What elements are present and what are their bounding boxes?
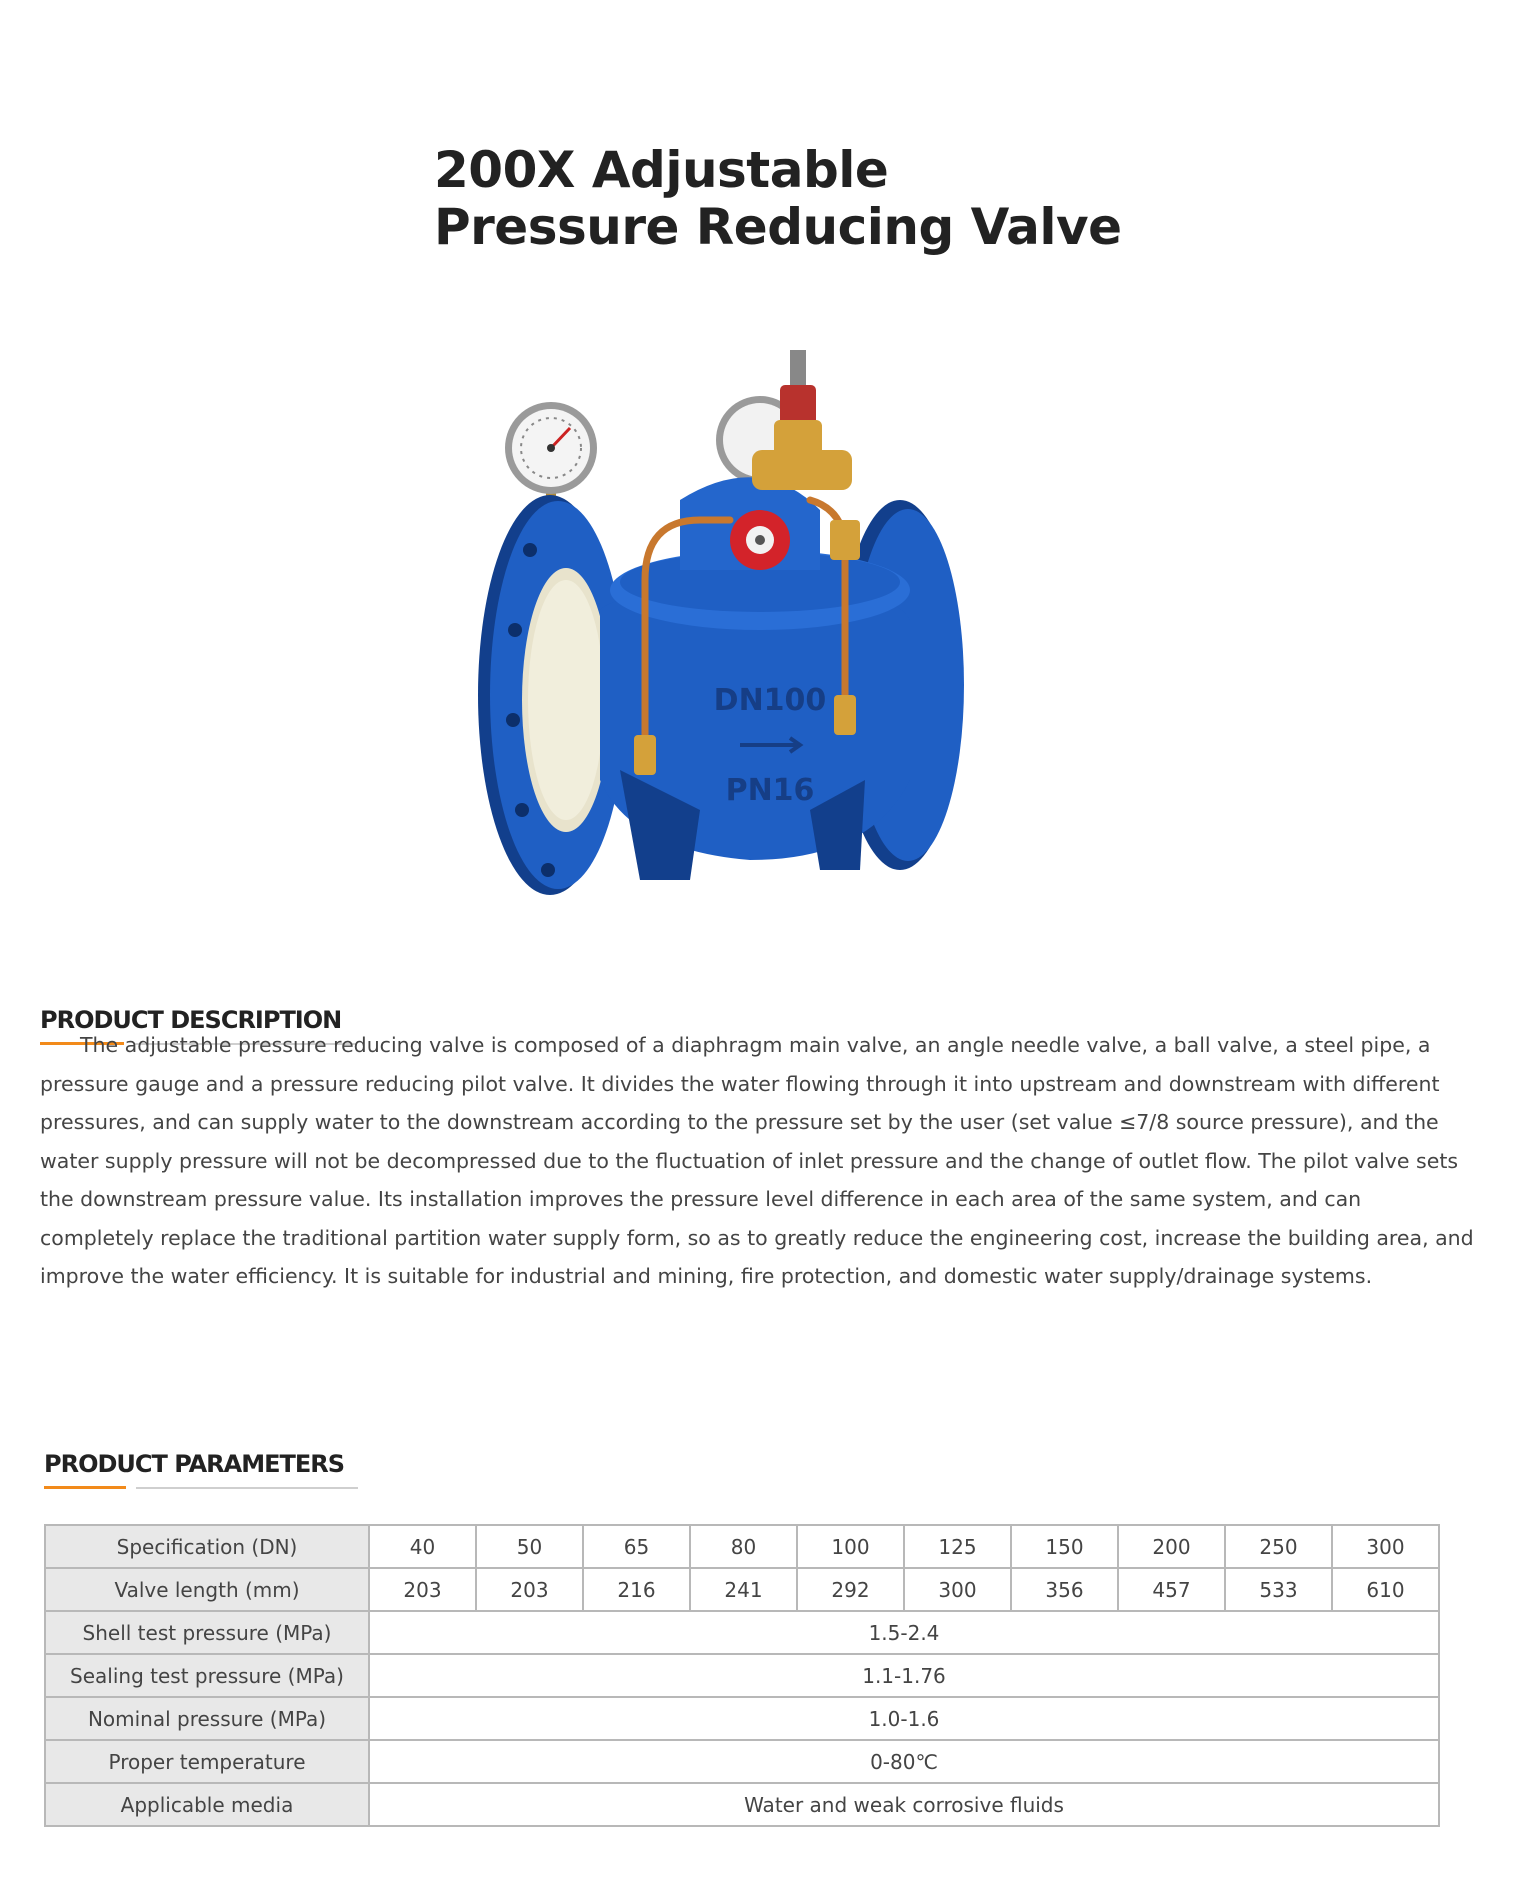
table-cell-merged: 0-80℃ [369,1740,1439,1783]
product-parameters-table [44,1524,1440,1827]
table-cell: 300 [904,1568,1011,1611]
table-cell-merged: 1.5-2.4 [369,1611,1439,1654]
table-row-label: Proper temperature [45,1740,369,1783]
table-row [45,1740,1439,1783]
table-cell: 610 [1332,1568,1439,1611]
table-cell: 200 [1118,1525,1225,1568]
table-row-label: Valve length (mm) [45,1568,369,1611]
table-cell: 241 [690,1568,797,1611]
table-cell: 203 [476,1568,583,1611]
page-title-line-1: 200X Adjustable [434,141,889,199]
table-cell: 50 [476,1525,583,1568]
table-cell: 292 [797,1568,904,1611]
table-row-valve-length [45,1568,1439,1611]
table-row-specification [45,1525,1439,1568]
table-row [45,1697,1439,1740]
table-cell-merged: Water and weak corrosive fluids [369,1783,1439,1826]
page-title-line-2: Pressure Reducing Valve [434,198,1122,256]
table-row-label: Specification (DN) [45,1525,369,1568]
table-cell-merged: 1.1-1.76 [369,1654,1439,1697]
parameters-underline-accent [44,1486,126,1489]
table-cell: 203 [369,1568,476,1611]
table-cell: 356 [1011,1568,1118,1611]
product-description-heading: PRODUCT DESCRIPTION [40,1006,342,1034]
parameters-underline [136,1487,358,1489]
product-description-text: The adjustable pressure reducing valve is composed of a diaphragm main valve, an angle needle valve, a ball valve, a steel pipe, a pressure gauge and a pressure reducing pilot valve. It divides the water flowing through it into upstream and downstream with different pressures, and can supply water to the downstream according to the pressure set by the user (set value ≤7/8 source pressure), and the water supply pressure will not be decompressed due to the fluctuation of inlet pressure and the change of outlet flow. The pilot valve sets the downstream pressure value. Its installation improves the pressure level difference in each area of the same system, and can completely replace the traditional partition water supply form, so as to greatly reduce the engineering cost, increase the building area, and improve the water efficiency. It is suitable for industrial and mining, fire protection, and domestic water supply/drainage systems. [40,1033,1474,1288]
table-row-label: Nominal pressure (MPa) [45,1697,369,1740]
table-cell: 216 [583,1568,690,1611]
table-cell: 533 [1225,1568,1332,1611]
table-cell: 250 [1225,1525,1332,1568]
table-row-label: Shell test pressure (MPa) [45,1611,369,1654]
body-marking-pn: PN16 [725,773,815,808]
table-cell: 125 [904,1525,1011,1568]
table-cell-merged: 1.0-1.6 [369,1697,1439,1740]
table-cell: 40 [369,1525,476,1568]
table-cell: 457 [1118,1568,1225,1611]
table-cell: 100 [797,1525,904,1568]
table-row [45,1611,1439,1654]
table-row-label: Sealing test pressure (MPa) [45,1654,369,1697]
table-cell: 80 [690,1525,797,1568]
table-cell: 300 [1332,1525,1439,1568]
table-row-label: Applicable media [45,1783,369,1826]
table-row [45,1654,1439,1697]
valve-product-image [470,340,1010,930]
product-parameters-heading: PRODUCT PARAMETERS [44,1450,345,1478]
table-cell: 150 [1011,1525,1118,1568]
table-row [45,1783,1439,1826]
page-title [434,142,1122,256]
table-cell: 65 [583,1525,690,1568]
body-marking-dn: DN100 [713,683,827,718]
ball-valve-handle-icon [730,510,790,570]
